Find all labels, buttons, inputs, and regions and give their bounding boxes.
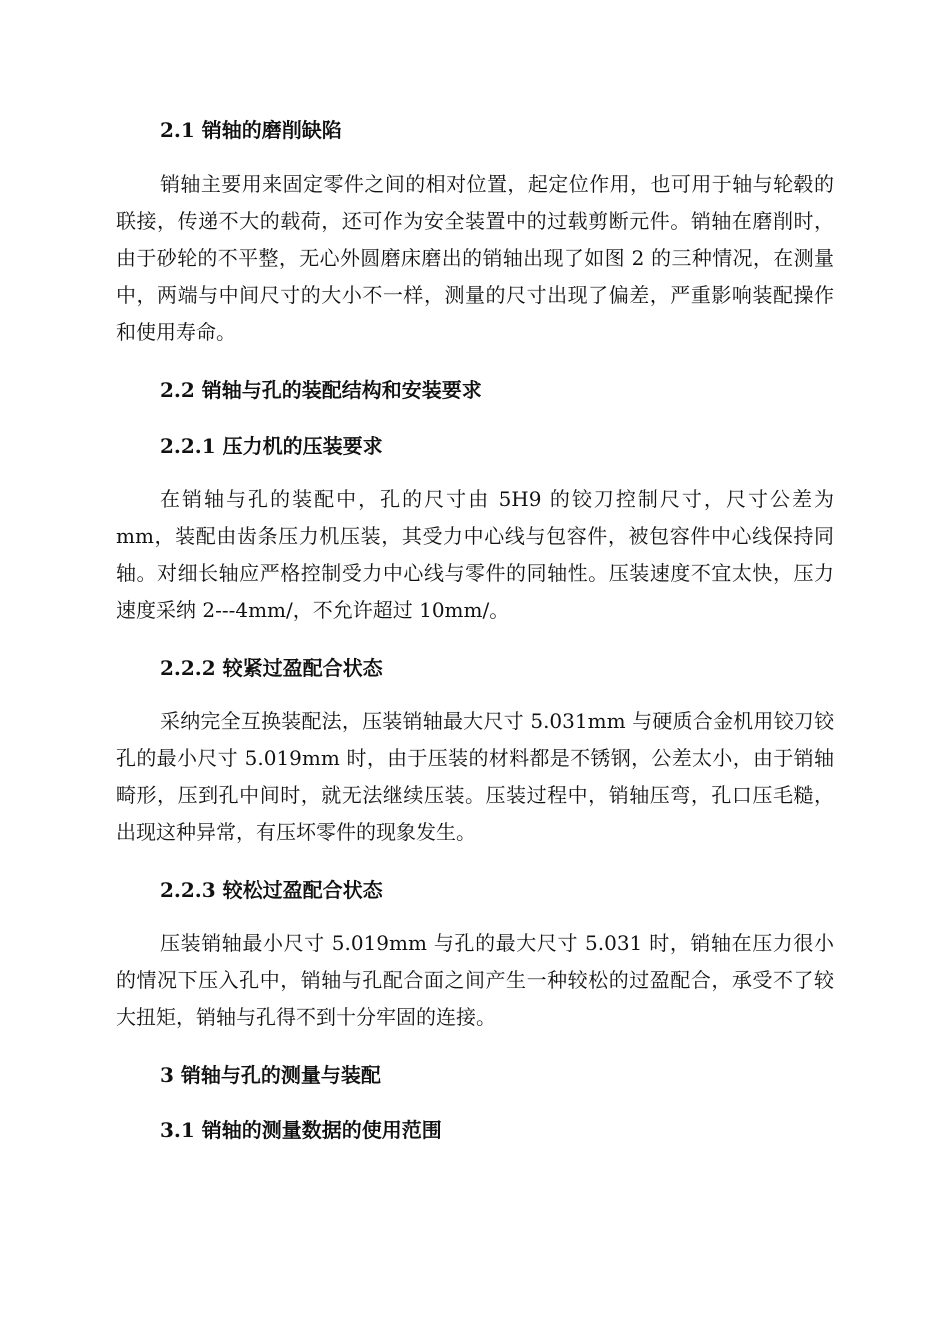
paragraph-loose-interference-fit: 压装销轴最小尺寸 5.019mm 与孔的最大尺寸 5.031 时，销轴在压力很小的情况下压入孔中，销轴与孔配合面之间产生一种较松的过盈配合，承受不了较大扭矩，销轴与孔得不到十分牢固的连接。 (116, 931, 834, 1029)
section-heading-3: 3 销轴与孔的测量与装配 (160, 1063, 381, 1087)
paragraph-tight-interference-fit: 采纳完全互换装配法，压装销轴最大尺寸 5.031mm 与硬质合金机用铰刀铰孔的最小尺寸 5.019mm 时，由于压装的材料都是不锈钢，公差太小，由于销轴畸形，压到孔中间时，就无法继续压装。压装过程中，销轴压弯，孔口压毛糙，出现这种异常，有压坏零件的现象发生。 (116, 709, 834, 844)
section-heading-2-2-3: 2.2.3 较松过盈配合状态 (160, 878, 383, 902)
section-heading-2-2-1: 2.2.1 压力机的压装要求 (160, 434, 383, 458)
paragraph-pin-grinding-defects: 销轴主要用来固定零件之间的相对位置，起定位作用，也可用于轴与轮毂的联接，传递不大的载荷，还可作为安全装置中的过载剪断元件。销轴在磨削时，由于砂轮的不平整，无心外圆磨床磨出的销轴出现了如图 2 的三种情况，在测量中，两端与中间尺寸的大小不一样，测量的尺寸出现了偏差，严重影响装配操作和使用寿命。 (116, 172, 834, 344)
paragraph-press-requirements: 在销轴与孔的装配中，孔的尺寸由 5H9 的铰刀控制尺寸，尺寸公差为 mm，装配由齿条压力机压装，其受力中心线与包容件，被包容件中心线保持同轴。对细长轴应严格控制受力中心线与零件的同轴性。压装速度不宜太快，压力速度采纳 2---4mm/，不允许超过 10mm/。 (116, 487, 834, 622)
section-heading-2-2: 2.2 销轴与孔的装配结构和安装要求 (160, 378, 482, 402)
section-heading-2-2-2: 2.2.2 较紧过盈配合状态 (160, 656, 383, 680)
section-heading-3-1: 3.1 销轴的测量数据的使用范围 (160, 1118, 442, 1142)
section-heading-2-1: 2.1 销轴的磨削缺陷 (160, 118, 342, 142)
